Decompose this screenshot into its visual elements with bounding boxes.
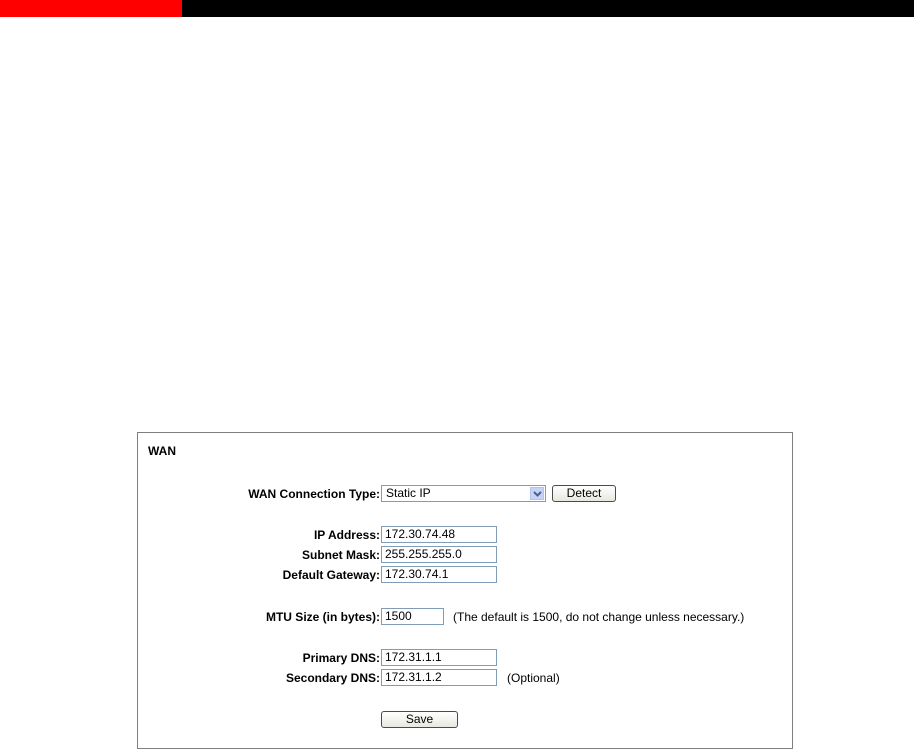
subnet-mask-input[interactable]: 255.255.255.0 — [381, 546, 497, 563]
secondary-dns-row — [138, 669, 794, 687]
save-button[interactable]: Save — [381, 711, 458, 728]
primary-dns-label: Primary DNS: — [302, 651, 380, 665]
primary-dns-input[interactable]: 172.31.1.1 — [381, 649, 497, 666]
secondary-dns-label: Secondary DNS: — [285, 671, 380, 685]
default-gateway-label: Default Gateway: — [282, 568, 380, 582]
wan-settings-panel — [137, 432, 793, 749]
mtu-note: (The default is 1500, do not change unless necessary.) — [453, 610, 745, 624]
detect-button[interactable]: Detect — [552, 485, 616, 502]
default-gateway-input[interactable]: 172.30.74.1 — [381, 566, 497, 583]
mtu-row — [138, 608, 794, 626]
mtu-label: MTU Size (in bytes): — [265, 610, 380, 624]
secondary-dns-note: (Optional) — [507, 671, 560, 685]
chevron-down-icon[interactable] — [530, 487, 544, 500]
subnet-mask-label: Subnet Mask: — [301, 548, 380, 562]
top-banner-bar — [0, 0, 914, 17]
ip-address-row — [138, 526, 794, 544]
mtu-input[interactable]: 1500 — [381, 608, 444, 625]
save-row — [138, 711, 794, 729]
panel-title: WAN — [148, 444, 176, 458]
connection-type-label: WAN Connection Type: — [248, 487, 380, 501]
secondary-dns-input[interactable]: 172.31.1.2 — [381, 669, 497, 686]
default-gateway-row — [138, 566, 794, 584]
ip-address-label: IP Address: — [313, 528, 380, 542]
top-banner-accent — [0, 0, 182, 17]
connection-type-select[interactable] — [381, 485, 546, 502]
primary-dns-row — [138, 649, 794, 667]
connection-type-row — [138, 485, 794, 503]
ip-address-input[interactable]: 172.30.74.48 — [381, 526, 497, 543]
connection-type-value: Static IP — [386, 486, 431, 500]
subnet-mask-row — [138, 546, 794, 564]
